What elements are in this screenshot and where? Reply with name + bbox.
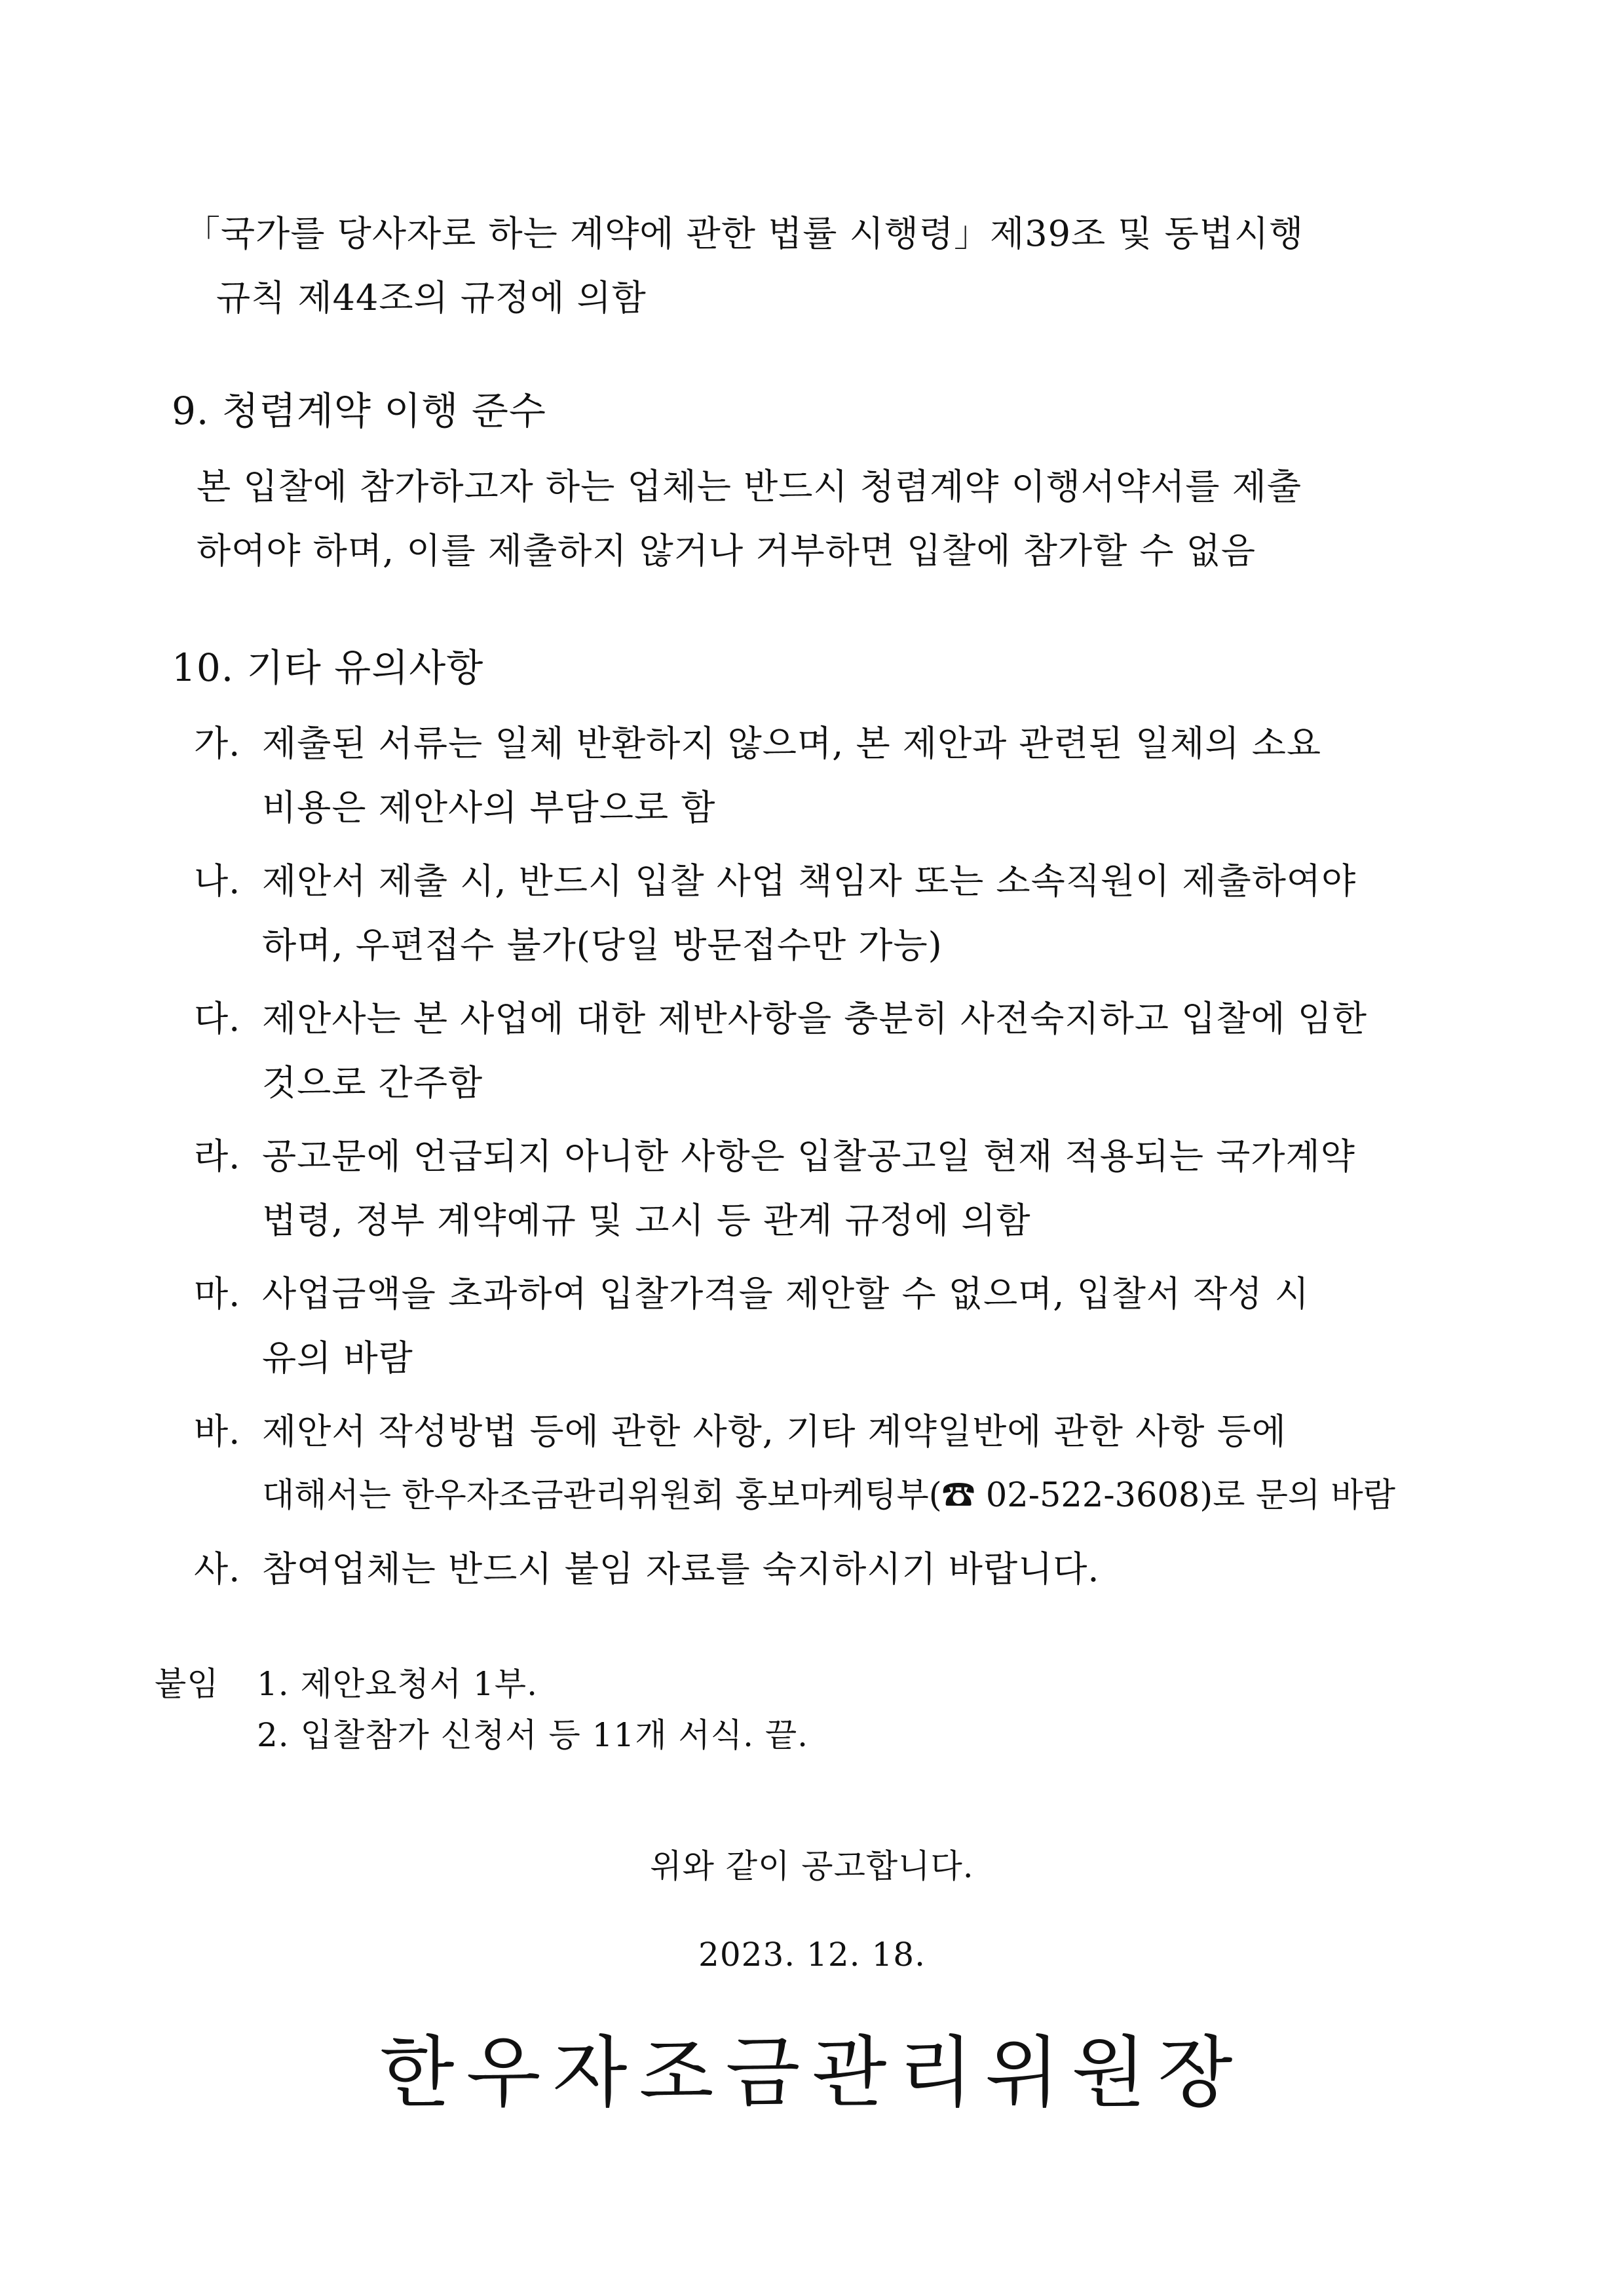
signature: 한우자조금관리위원장 [379, 2027, 1245, 2118]
section-10-heading: 10. 기타 유의사항 [172, 645, 484, 690]
list-item-line-2: 법령, 정부 계약예규 및 고시 등 관계 규정에 의함 [262, 1200, 1031, 1241]
closing-statement: 위와 같이 공고합니다. [650, 1847, 974, 1885]
list-item-line-1: 참여업체는 반드시 붙임 자료를 숙지하시기 바랍니다. [262, 1548, 1100, 1590]
list-item-marker: 사. [194, 1548, 241, 1590]
list-item-line-1: 사업금액을 초과하여 입찰가격을 제안할 수 없으며, 입찰서 작성 시 [262, 1273, 1310, 1314]
list-item-marker: 나. [194, 860, 241, 902]
list-item-marker: 다. [194, 998, 241, 1039]
attachment-item-2: 2. 입찰참가 신청서 등 11개 서식. 끝. [257, 1716, 809, 1754]
section-9-heading: 9. 청렴계약 이행 준수 [172, 389, 546, 433]
list-item-marker: 가. [194, 723, 241, 764]
list-item-marker: 바. [194, 1411, 241, 1452]
list-item-line-1: 공고문에 언급되지 아니한 사항은 입찰공고일 현재 적용되는 국가계약 [262, 1136, 1355, 1177]
list-item-line-1: 제출된 서류는 일체 반환하지 않으며, 본 제안과 관련된 일체의 소요 [262, 723, 1322, 764]
list-item-line-2: 것으로 간주함 [262, 1062, 483, 1103]
list-item-line-2: 대해서는 한우자조금관리위원회 홍보마케팅부(☎ 02-522-3608)로 문의 바람 [262, 1476, 1395, 1515]
attachment-label: 붙임 [155, 1665, 219, 1703]
intro-line-1: 「국가를 당사자로 하는 계약에 관한 법률 시행령」제39조 및 동법시행 [185, 213, 1304, 254]
list-item-line-2: 하며, 우편접수 불가(당일 방문접수만 가능) [262, 925, 943, 966]
list-item-marker: 마. [194, 1273, 241, 1314]
list-item-marker: 라. [194, 1136, 241, 1177]
list-item-line-1: 제안서 작성방법 등에 관한 사항, 기타 계약일반에 관한 사항 등에 [262, 1411, 1287, 1452]
intro-line-2: 규칙 제44조의 규정에 의함 [216, 277, 647, 318]
list-item-line-2: 유의 바람 [262, 1337, 413, 1379]
list-item-line-1: 제안서 제출 시, 반드시 입찰 사업 책임자 또는 소속직원이 제출하여야 [262, 860, 1357, 902]
list-item-line-2: 비용은 제안사의 부담으로 함 [262, 787, 716, 828]
attachment-item-1: 1. 제안요청서 1부. [257, 1665, 538, 1703]
section-9-line-1: 본 입찰에 참가하고자 하는 업체는 반드시 청렴계약 이행서약서를 제출 [197, 466, 1302, 507]
notice-date: 2023. 12. 18. [698, 1936, 926, 1974]
list-item-line-1: 제안사는 본 사업에 대한 제반사항을 충분히 사전숙지하고 입찰에 임한 [262, 998, 1368, 1039]
section-9-line-2: 하여야 하며, 이를 제출하지 않거나 거부하면 입찰에 참가할 수 없음 [197, 530, 1256, 571]
